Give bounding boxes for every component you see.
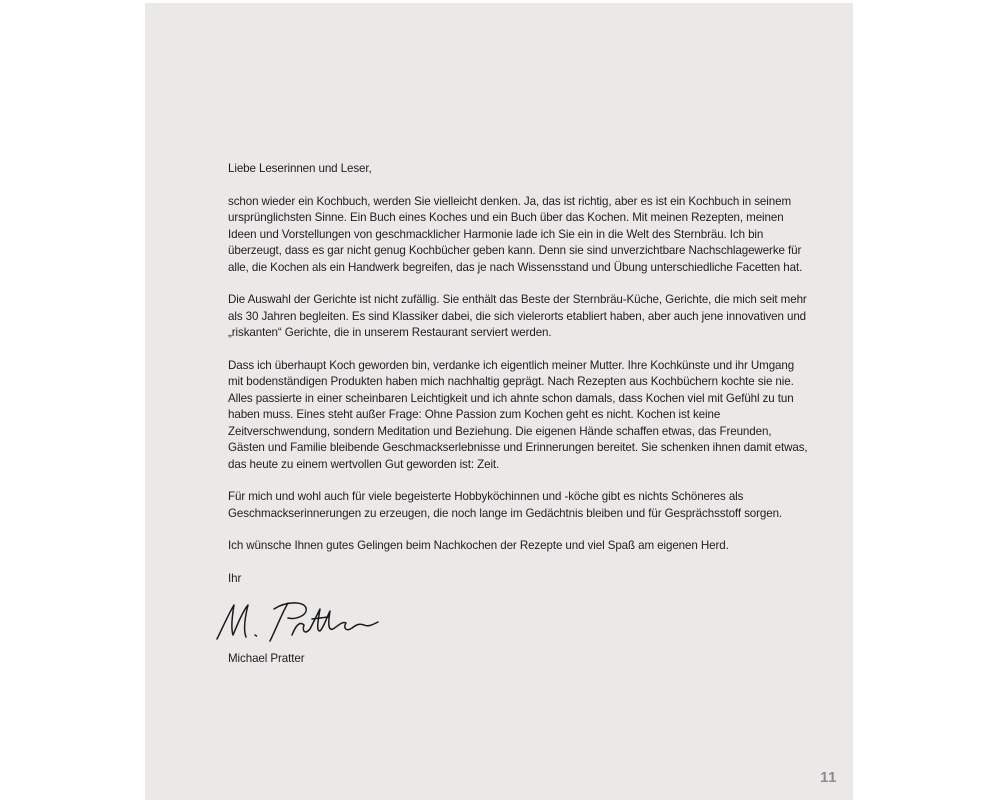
- paragraph-intro: schon wieder ein Kochbuch, werden Sie vielleicht denken. Ja, das ist richtig, aber es ist ein Kochbuch in seinem ursprünglichsten Sinne. Ein Buch eines Koches und ein Buch über das Kochen. Mit meinen Rezepten, meinen Ideen und Vorstellungen von geschmacklicher Harmonie lade ich Sie ein in die Welt des Sternbräu. Ich bin überzeugt, dass es gar nicht genug Kochbücher geben kann. Denn sie sind unverzichtbare Nachschlagewerke für alle, die Kochen als ein Handwerk begreifen, das je nach Wissensstand und Übung unterschiedliche Facetten hat.: [228, 194, 803, 274]
- page-number: 11: [820, 769, 837, 786]
- paragraph-memories: Für mich und wohl auch für viele begeisterte Hobbyköchinnen und -köche gibt es nichts Schöneres als Geschmackserinnerungen zu erzeugen, die noch lange im Gedächtnis bleiben und für Gesprächsstoff sorgen.: [228, 490, 783, 520]
- paragraph-selection: Die Auswahl der Gerichte ist nicht zufällig. Sie enthält das Beste der Sternbräu-Küche, Gerichte, die mich seit mehr als 30 Jahren begleiten. Es sind Klassiker dabei, die sich vielerorts etabliert haben, aber auch jene innovativen und „riskanten“ Gerichte, die in unserem Restaurant serviert werden.: [228, 293, 807, 339]
- foreword-letter: [228, 161, 808, 684]
- paragraph-wishes: Ich wünsche Ihnen gutes Gelingen beim Nachkochen der Rezepte und viel Spaß am eigenen Herd.: [228, 539, 729, 552]
- salutation: Liebe Leserinnen und Leser,: [228, 162, 372, 175]
- book-page: [145, 3, 853, 800]
- signer-name: Michael Pratter: [228, 652, 305, 665]
- handwritten-signature: [212, 595, 382, 645]
- paragraph-mother: Dass ich überhaupt Koch geworden bin, verdanke ich eigentlich meiner Mutter. Ihre Kochkünste und ihr Umgang mit bodenständigen Produkten haben mich nachhaltig geprägt. Nach Rezepten aus Kochbüchern kochte sie nie. Alles passierte in einer scheinbaren Leichtigkeit und ich ahnte schon damals, dass Kochen viel mit Gefühl zu tun haben muss. Eines steht außer Frage: Ohne Passion zum Kochen geht es nicht. Kochen ist keine Zeitverschwendung, sondern Meditation und Beziehung. Die eigenen Hände schaffen etwas, das Freunden, Gästen und Familie bleibende Geschmackserlebnisse und Erinnerungen bereitet. Sie schenken ihnen damit etwas, das heute zu einem wertvollen Gut geworden ist: Zeit.: [228, 358, 808, 471]
- closing: Ihr: [228, 571, 242, 585]
